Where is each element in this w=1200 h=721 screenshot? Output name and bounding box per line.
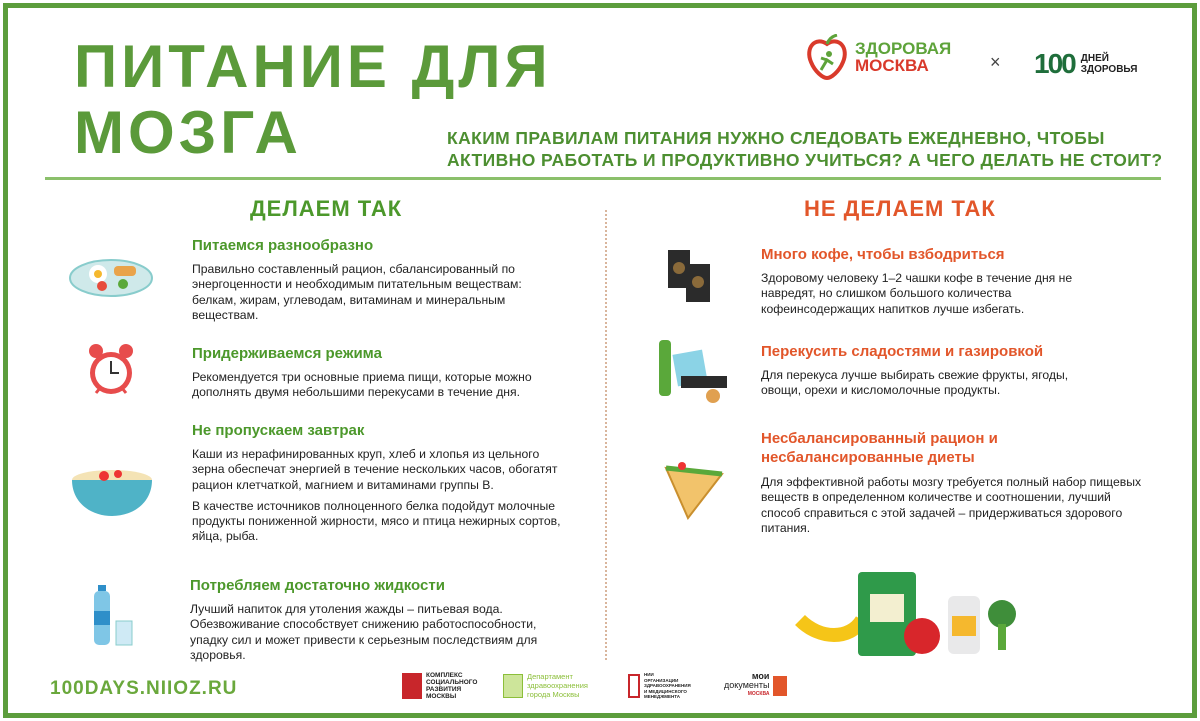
do-item: Питаемся разнообразно Правильно составленный рацион, сбалансированный по энергоценности и необходимым питательным веществам: белкам, жирам, углеводам, витаминам и минеральным веществам.	[192, 237, 522, 322]
alarm-clock-icon	[86, 343, 136, 399]
dont-item: Несбалансированный рацион и несбалансированные диеты Для эффективной работы мозгу требуется полный набор пищевых веществ в определенном количестве и соотношении, лучший способ справиться с этой задачей – придерживаться здорового питания.	[761, 430, 1142, 535]
do-item: Потребляем достаточно жидкости Лучший напиток для утоления жажды – питьевая вода. Обезвоживание способствует снижению работоспособности, упадку сил и может привести к серьезным последствиям для здоровья.	[190, 577, 538, 662]
moscow-coat-of-arms-icon	[402, 673, 422, 699]
100-days-logo: 100 ДНЕЙ ЗДОРОВЬЯ	[1034, 48, 1138, 79]
do-item: Не пропускаем завтрак Каши из нерафинированных круп, хлеб и хлопья из цельного зерна обеспечат энергией в течение нескольких часов, обогатят рацион клетчаткой, магнием и витаминами группы В. В качестве источников полноценного белка подойдут молочные продукты пониженной жирности, мясо и птица нежирных сортов, яйца, рыба.	[192, 422, 561, 544]
divider	[45, 177, 1161, 180]
apple-runner-icon	[805, 34, 849, 80]
dont-item: Много кофе, чтобы взбодриться Здоровому человеку 1–2 чашки кофе в течение дня не навредят, но слишком большого количества кофеинсодержащих напитков лучше избегать.	[761, 246, 1073, 316]
coffee-cups-icon	[668, 250, 712, 304]
breakfast-plate-icon	[68, 252, 154, 298]
dont-item: Перекусить сладостями и газировкой Для перекуса лучше выбирать свежие фрукты, ягоды, овощи, орехи и кисломолочные продукты.	[761, 343, 1069, 398]
subtitle: КАКИМ ПРАВИЛАМ ПИТАНИЯ НУЖНО СЛЕДОВАТЬ ЕЖЕДНЕВНО, ЧТОБЫ АКТИВНО РАБОТАТЬ И ПРОДУКТИВНО УЧИТЬСЯ? А ЧЕГО ДЕЛАТЬ НЕ СТОИТ?	[447, 128, 1163, 170]
healthy-moscow-logo: ЗДОРОВАЯ МОСКВА	[805, 34, 951, 80]
do-heading: ДЕЛАЕМ ТАК	[250, 196, 403, 221]
page-title: ПИТАНИЕ ДЛЯ МОЗГА	[74, 33, 552, 166]
do-item: Придерживаемся режима Рекомендуется три основные приема пищи, которые можно дополнять двумя небольшими перекусами в течение дня.	[192, 345, 532, 400]
column-divider	[605, 210, 607, 660]
partner-logo-niioz: НИИ ОРГАНИЗАЦИИ ЗДРАВООХРАНЕНИЯ И МЕДИЦИНСКОГО МЕНЕДЖМЕНТА	[628, 672, 691, 700]
groceries-illustration	[792, 568, 1032, 658]
partner-logo-social: КОМПЛЕКС СОЦИАЛЬНОГО РАЗВИТИЯ МОСКВЫ	[402, 672, 477, 700]
sandwich-icon	[660, 458, 724, 520]
leaf-emblem-icon	[503, 674, 523, 698]
water-bottle-icon	[90, 585, 138, 647]
my-documents-emblem-icon	[773, 676, 787, 696]
partner-logo-my-documents: мои документы МОСКВА	[724, 672, 787, 699]
times-sign: ×	[990, 52, 1001, 72]
porridge-bowl-icon	[70, 462, 154, 520]
partner-logo-health-dept: Департамент здравоохранения города Москвы	[503, 672, 588, 699]
sweets-soda-icon	[655, 340, 731, 406]
website-link[interactable]: 100DAYS.NIIOZ.RU	[50, 678, 238, 699]
niioz-emblem-icon	[628, 674, 640, 698]
dont-heading: НЕ ДЕЛАЕМ ТАК	[804, 196, 996, 221]
